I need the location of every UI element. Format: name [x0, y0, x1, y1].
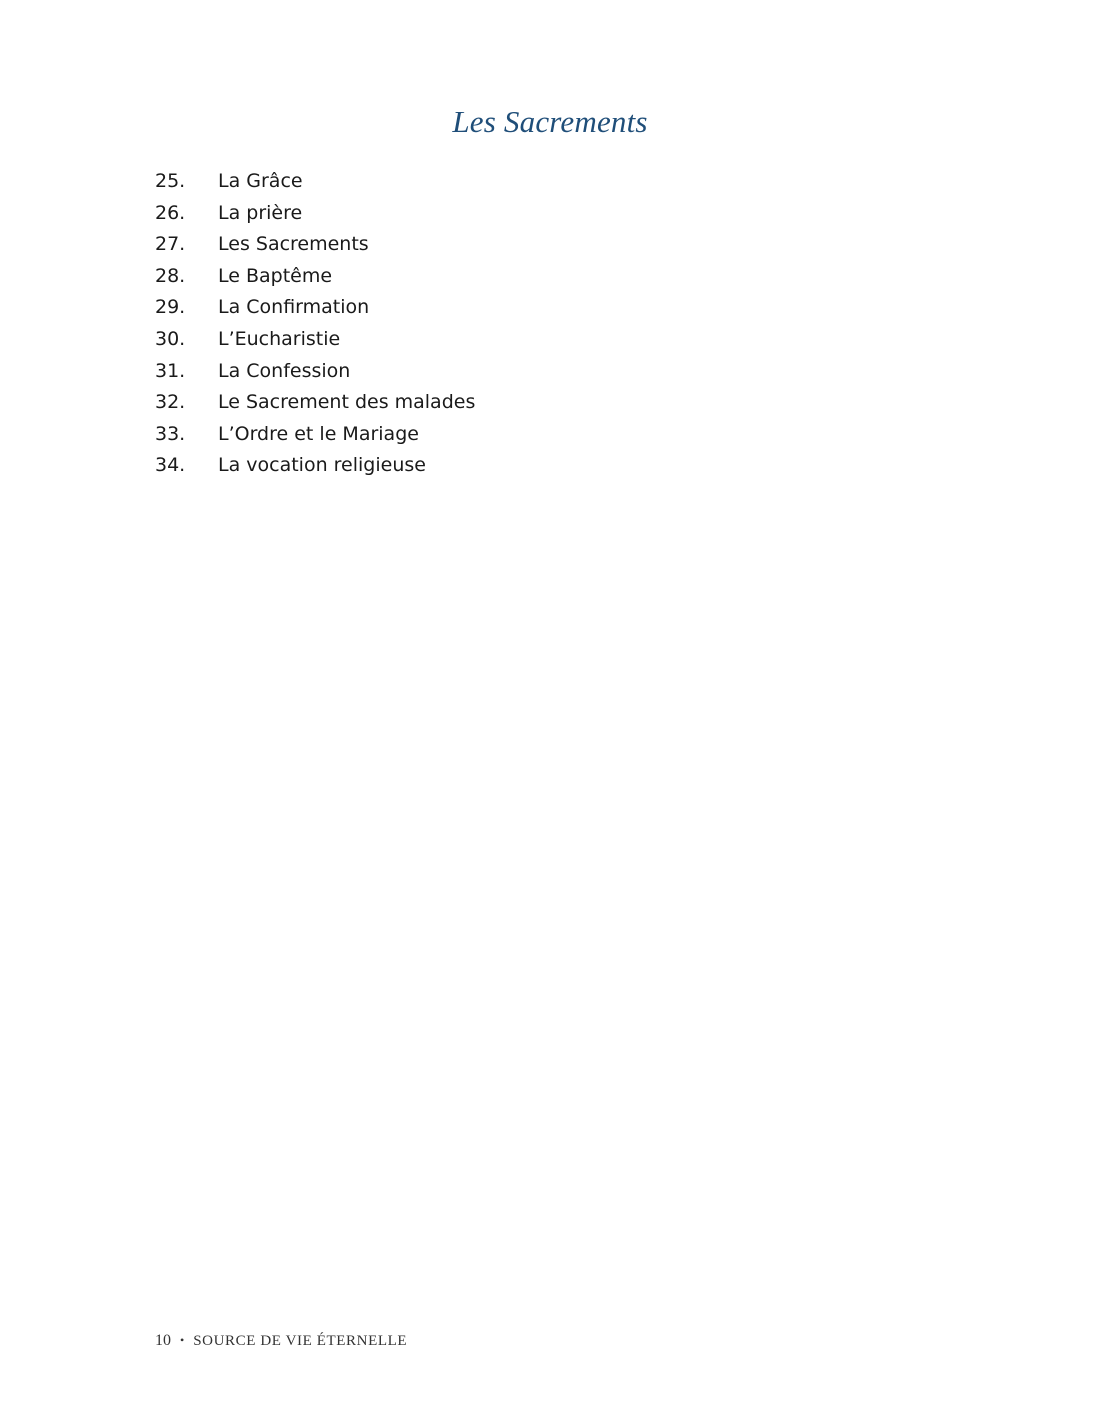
toc-item-number: 32.	[155, 391, 186, 414]
toc-item-label: La Grâce	[218, 170, 303, 192]
toc-item-label: L’Eucharistie	[218, 327, 341, 350]
toc-item-number: 34.	[155, 454, 186, 477]
page-footer	[155, 1332, 407, 1350]
toc-item-number: 30.	[155, 327, 186, 350]
toc-item	[155, 229, 475, 261]
toc-item-label: Les Sacrements	[218, 233, 369, 256]
toc-item-label: L’Ordre et le Mariage	[218, 422, 419, 445]
book-title: SOURCE DE VIE ÉTERNELLE	[193, 1333, 408, 1349]
toc-item-label: La Confession	[218, 359, 351, 382]
toc-item	[155, 356, 475, 388]
page-number: 10	[155, 1332, 171, 1349]
toc-item	[155, 166, 475, 198]
toc-item-label: La vocation religieuse	[218, 454, 426, 477]
toc-item	[155, 324, 475, 356]
toc-item-label: Le Sacrement des malades	[218, 391, 476, 414]
toc-item	[155, 198, 475, 230]
toc-item-label: La prière	[218, 201, 303, 224]
toc-item-number: 27.	[155, 233, 186, 256]
toc-item-label: Le Baptême	[218, 264, 333, 287]
toc-item-number: 31.	[155, 359, 186, 382]
toc-item-number: 26.	[155, 201, 186, 224]
toc-item	[155, 387, 475, 419]
toc-item	[155, 261, 475, 293]
toc-item-label: La Confirmation	[218, 296, 370, 319]
toc-item-number: 29.	[155, 296, 186, 319]
footer-separator: •	[180, 1333, 185, 1347]
toc-item-number: 33.	[155, 422, 186, 445]
toc-item	[155, 450, 475, 482]
section-title: Les Sacrements	[452, 104, 648, 139]
toc-item-number: 28.	[155, 264, 186, 287]
toc-item	[155, 292, 475, 324]
toc-item	[155, 419, 475, 451]
table-of-contents	[155, 166, 475, 482]
toc-item-number: 25.	[155, 170, 186, 192]
